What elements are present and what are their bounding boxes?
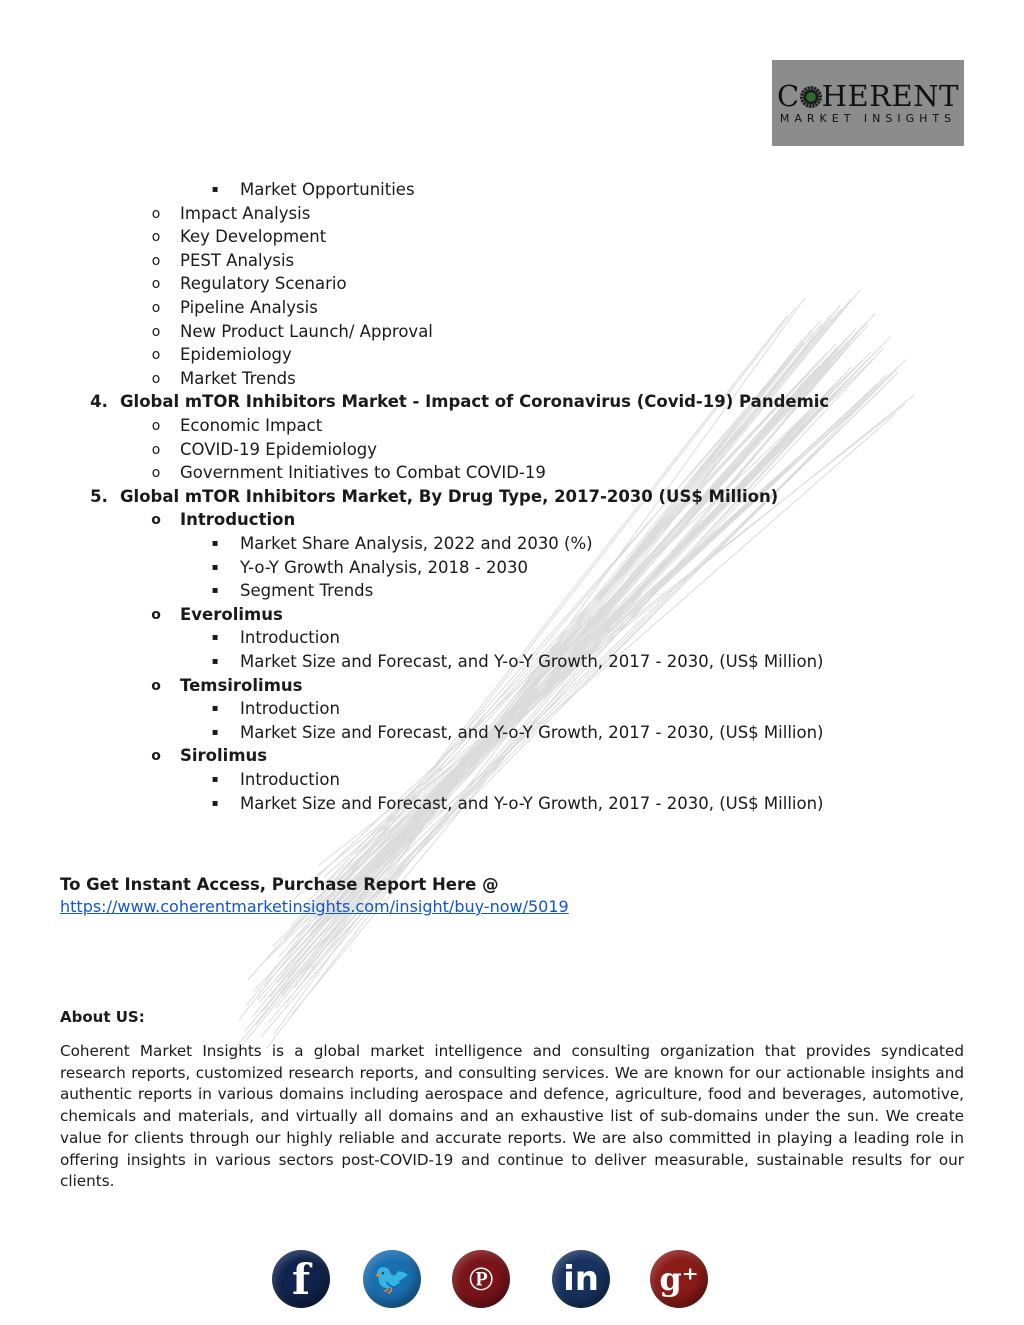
toc-item-label: PEST Analysis xyxy=(180,250,295,270)
watermark-line xyxy=(338,376,842,908)
bullet-marker: o xyxy=(151,252,161,269)
toc-item-label: Temsirolimus xyxy=(180,675,303,695)
toc-item-label: Epidemiology xyxy=(180,345,292,365)
about-paragraph: Coherent Market Insights is a global market intelligence and consulting organization that provides syndicated research reports, customized research reports, and consulting services. We are known for our actionable insights and authentic reports in various domains including aerospace and defence, agriculture, food and beverages, automotive, chemicals and materials, and virtually all domains and an exhaustive list of sub-domains under the sun. We create value for clients through our highly reliable and accurate reports. We are also committed in playing a leading role in offering insights in various sectors post-COVID-19 and continue to deliver measurable, sustainable results for our clients. xyxy=(60,1042,964,1191)
bullet-marker: o xyxy=(151,606,161,623)
about-heading: About US: xyxy=(60,1008,145,1026)
toc-item-label: New Product Launch/ Approval xyxy=(180,321,433,341)
bullet-marker: ▪ xyxy=(211,585,219,597)
logo-wordmark: C HERENT xyxy=(777,79,959,113)
bullet-marker: ▪ xyxy=(211,561,219,573)
bullet-marker: o xyxy=(151,748,161,765)
toc-item-label: Impact Analysis xyxy=(180,203,311,223)
google-plus-glyph: g⁺ xyxy=(659,1260,699,1298)
section-number: 4. xyxy=(90,392,108,412)
toc-item-label: Regulatory Scenario xyxy=(180,274,347,294)
watermark-line xyxy=(279,321,821,957)
bullet-marker: ▪ xyxy=(211,726,219,738)
watermark-line xyxy=(302,378,888,920)
toc-item-label: Economic Impact xyxy=(180,416,323,435)
toc-item-label: COVID-19 Epidemiology xyxy=(180,439,378,459)
company-logo xyxy=(772,60,964,146)
toc-item-label: Market Share Analysis, 2022 and 2030 (%) xyxy=(240,534,593,553)
toc-item-label: Global mTOR Inhibitors Market - Impact of Coronavirus (Covid-19) Pandemic xyxy=(120,392,830,412)
bullet-marker: ▪ xyxy=(211,797,219,809)
globe-icon xyxy=(800,86,822,108)
toc-item-label: Introduction xyxy=(240,699,340,719)
toc-item-label: Government Initiatives to Combat COVID-19 xyxy=(180,463,546,483)
toc-item-label: Market Trends xyxy=(180,368,296,388)
bullet-marker: o xyxy=(151,323,161,340)
watermark-line xyxy=(328,352,871,915)
twitter-icon[interactable] xyxy=(363,1250,421,1308)
toc-item-label: Key Development xyxy=(180,227,327,247)
pinterest-glyph: ℗ xyxy=(468,1259,494,1299)
bullet-marker: o xyxy=(151,441,161,458)
watermark-line xyxy=(293,361,862,900)
watermark-line xyxy=(297,355,873,937)
bullet-marker: o xyxy=(151,418,161,434)
logo-subtitle: MARKET INSIGHTS xyxy=(779,112,957,125)
toc-item-label: Market Size and Forecast, and Y-o-Y Growth, 2017 - 2030, (US$ Million) xyxy=(240,722,824,742)
watermark-line xyxy=(290,346,882,952)
watermark-line xyxy=(284,322,866,968)
toc-item-label: Introduction xyxy=(180,510,296,530)
purchase-link[interactable]: https://www.coherentmarketinsights.com/insight/buy-now/5019 xyxy=(60,897,569,916)
bullet-marker: o xyxy=(151,347,161,364)
pinterest-icon[interactable] xyxy=(452,1250,510,1308)
bullet-marker: o xyxy=(151,370,161,387)
toc-item-label: Introduction xyxy=(240,628,340,648)
toc-item-label: Y-o-Y Growth Analysis, 2018 - 2030 xyxy=(240,557,528,577)
bullet-marker: ▪ xyxy=(211,774,219,785)
bullet-marker: ▪ xyxy=(211,632,219,644)
watermark-line xyxy=(284,344,836,940)
bullet-marker: o xyxy=(151,465,161,482)
toc-item-label: Introduction xyxy=(240,770,340,789)
bullet-marker: o xyxy=(151,276,161,293)
toc-item-label: Market Opportunities xyxy=(240,180,415,199)
toc-item-label: Global mTOR Inhibitors Market, By Drug Type, 2017-2030 (US$ Million) xyxy=(120,486,779,506)
twitter-glyph: 🐦 xyxy=(373,1261,411,1297)
toc-item-label: Market Size and Forecast, and Y-o-Y Growth, 2017 - 2030, (US$ Million) xyxy=(240,652,824,671)
toc-item-label: Pipeline Analysis xyxy=(180,298,318,317)
bullet-marker: ▪ xyxy=(211,184,219,195)
toc-item-label: Segment Trends xyxy=(240,581,374,601)
purchase-heading: To Get Instant Access, Purchase Report Here @ xyxy=(60,875,499,894)
toc-item-label: Everolimus xyxy=(180,604,283,624)
bullet-marker: ▪ xyxy=(211,656,219,667)
bullet-marker: ▪ xyxy=(211,703,219,715)
bullet-marker: ▪ xyxy=(211,538,219,549)
watermark-line xyxy=(304,364,863,923)
bullet-marker: o xyxy=(151,229,161,246)
section-number: 5. xyxy=(90,486,108,506)
watermark-line xyxy=(331,367,851,923)
bullet-marker: o xyxy=(151,205,161,222)
linkedin-glyph: in xyxy=(563,1259,599,1299)
google-plus-icon[interactable] xyxy=(650,1250,708,1308)
bullet-marker: o xyxy=(151,300,161,316)
facebook-icon[interactable] xyxy=(272,1250,330,1308)
bullet-marker: o xyxy=(151,512,161,529)
toc-item-label: Sirolimus xyxy=(180,746,268,766)
watermark-line xyxy=(333,375,887,897)
logo-wordmark-rest: HERENT xyxy=(821,79,959,113)
bullet-marker: o xyxy=(151,677,161,694)
facebook-glyph: f xyxy=(291,1254,311,1304)
toc-item-label: Market Size and Forecast, and Y-o-Y Growth, 2017 - 2030, (US$ Million) xyxy=(240,793,824,813)
linkedin-icon[interactable] xyxy=(552,1250,610,1308)
